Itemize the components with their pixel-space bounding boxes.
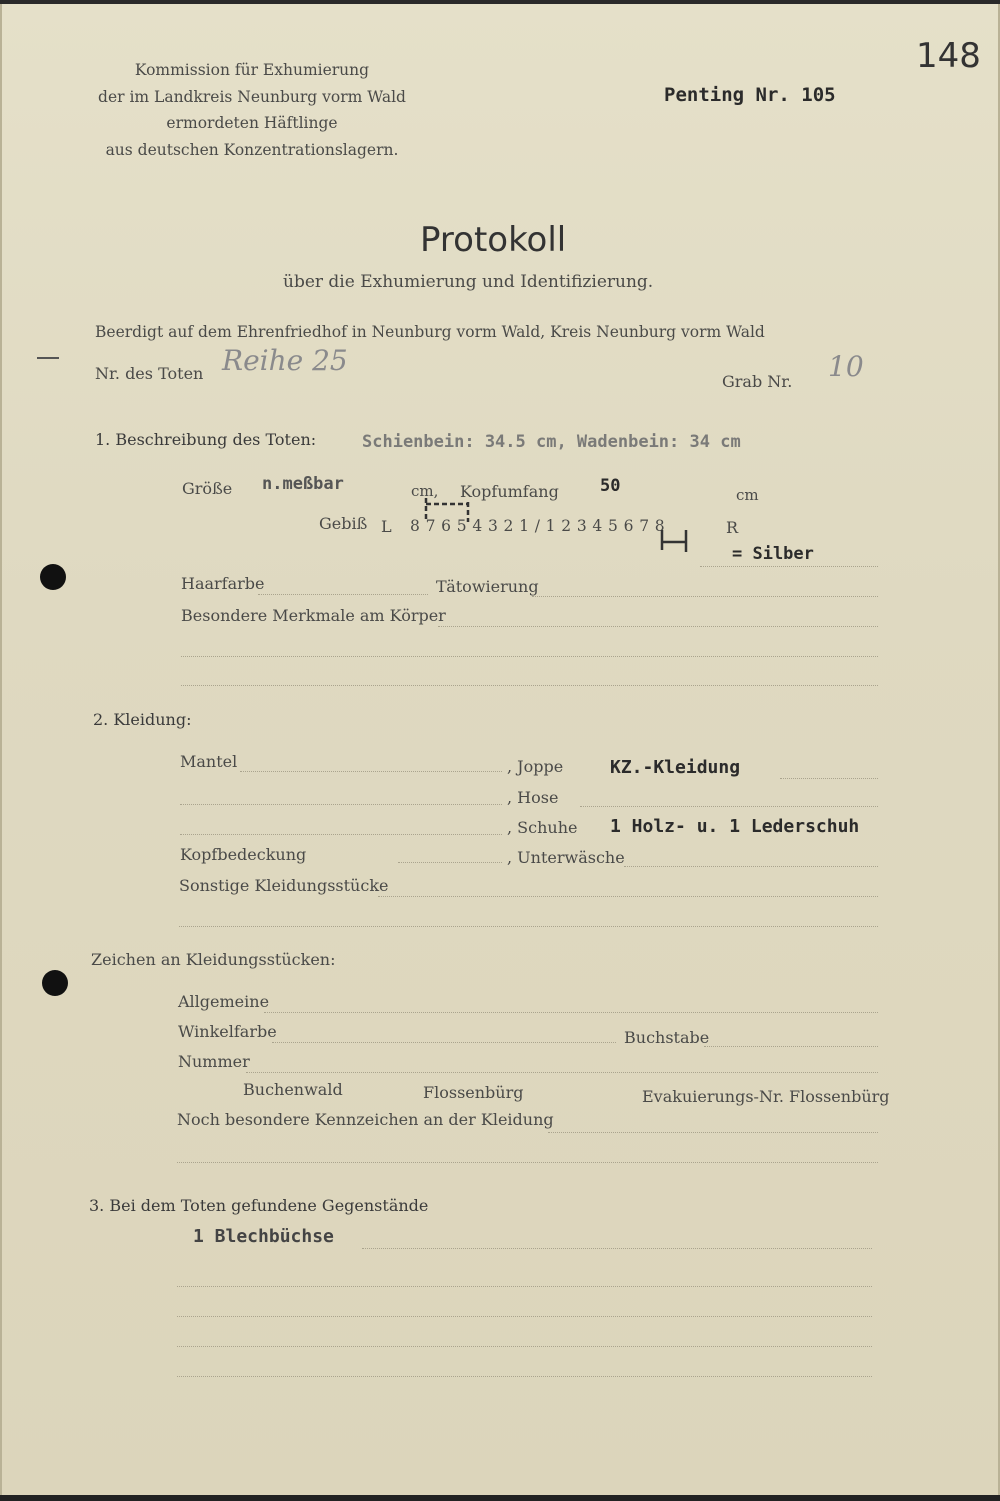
dotted-line <box>181 656 878 657</box>
buchenwald-label: Buchenwald <box>243 1080 343 1099</box>
section2-heading: 2. Kleidung: <box>93 710 192 729</box>
margin-mark <box>37 357 59 359</box>
dotted-line <box>177 1286 872 1287</box>
dead-number-label: Nr. des Toten <box>95 364 204 383</box>
clothing-marks-heading: Zeichen an Kleidungsstücken: <box>91 950 336 969</box>
dotted-line <box>258 594 428 595</box>
dotted-line <box>780 778 878 779</box>
underwear-label: , Unterwäsche <box>507 848 625 867</box>
dotted-line <box>532 596 878 597</box>
bone-measurements: Schienbein: 34.5 cm, Wadenbein: 34 cm <box>362 432 741 452</box>
commission-line-2: der im Landkreis Neunburg vorm Wald <box>98 88 406 106</box>
dotted-line <box>704 1046 878 1047</box>
teeth-mark-lower <box>656 528 692 556</box>
teeth-mark-upper <box>418 494 478 524</box>
silver-note: = Silber <box>732 544 814 564</box>
dotted-line <box>580 806 878 807</box>
evacuation-number-label: Evakuierungs-Nr. Flossenbürg <box>642 1087 890 1106</box>
dotted-line <box>177 1376 872 1377</box>
reference-number: Penting Nr. 105 <box>664 84 836 106</box>
found-item: 1 Blechbüchse <box>193 1226 334 1247</box>
flossenburg-label: Flossenbürg <box>423 1083 524 1102</box>
letter-label: Buchstabe <box>624 1028 710 1047</box>
number-label: Nummer <box>178 1052 250 1071</box>
head-circumference-value: 50 <box>600 476 621 496</box>
punch-hole <box>40 564 66 590</box>
section3-heading: 3. Bei dem Toten gefundene Gegenstände <box>89 1196 429 1215</box>
punch-hole <box>42 970 68 996</box>
commission-line-1: Kommission für Exhumierung <box>134 61 370 79</box>
document-title: Protokoll <box>420 220 567 260</box>
shoes-label: , Schuhe <box>507 818 578 837</box>
other-marks-label: Noch besondere Kennzeichen an der Kleidung <box>177 1110 554 1129</box>
teeth-label: Gebiß <box>319 514 368 533</box>
dotted-line <box>177 1316 872 1317</box>
jacket-label: , Joppe <box>507 757 564 776</box>
teeth-left-marker: L <box>381 517 392 536</box>
other-clothing-label: Sonstige Kleidungsstücke <box>179 876 389 895</box>
scan-edge-top <box>0 0 1000 4</box>
teeth-chart: 8 7 6 5 4 3 2 1 / 1 2 3 4 5 6 7 8 <box>410 517 666 535</box>
height-label: Größe <box>182 479 233 498</box>
grave-number-label: Grab Nr. <box>722 372 793 391</box>
height-value: n.meßbar <box>262 474 344 494</box>
burial-line: Beerdigt auf dem Ehrenfriedhof in Neunburg vorm Wald, Kreis Neunburg vorm Wald <box>95 323 765 341</box>
dotted-line <box>548 1132 878 1133</box>
head-circumference-label: Kopfumfang <box>460 482 559 501</box>
coat-label: Mantel <box>180 752 238 771</box>
section1-heading: 1. Beschreibung des Toten: <box>95 430 317 449</box>
page-number: 148 <box>916 36 981 76</box>
dotted-line <box>177 1162 878 1163</box>
triangle-color-label: Winkelfarbe <box>178 1022 277 1041</box>
dotted-line <box>398 862 502 863</box>
dotted-line <box>624 866 878 867</box>
dotted-line <box>362 1248 872 1249</box>
headwear-label: Kopfbedeckung <box>180 845 307 864</box>
scan-edge-bottom <box>0 1495 1000 1501</box>
dotted-line <box>272 1042 616 1043</box>
grave-number-handwritten: 10 <box>828 350 864 383</box>
dotted-line <box>240 771 502 772</box>
hair-color-label: Haarfarbe <box>181 574 265 593</box>
dotted-line <box>264 1012 878 1013</box>
shoes-value: 1 Holz- u. 1 Lederschuh <box>610 816 860 837</box>
head-circumference-unit: cm <box>736 486 759 504</box>
dead-number-handwritten: Reihe 25 <box>222 344 348 377</box>
teeth-right-marker: R <box>726 518 739 537</box>
jacket-value: KZ.-Kleidung <box>610 757 741 778</box>
tattoo-label: Tätowierung <box>436 577 539 596</box>
trousers-label: , Hose <box>507 788 559 807</box>
dotted-line <box>179 926 878 927</box>
dotted-line <box>246 1072 878 1073</box>
commission-line-3: ermordeten Häftlinge <box>166 114 338 132</box>
height-unit: cm, <box>411 482 439 500</box>
dotted-line <box>177 1346 872 1347</box>
dotted-line <box>378 896 878 897</box>
dotted-line <box>700 566 878 567</box>
document-subtitle: über die Exhumierung und Identifizierung. <box>283 272 654 292</box>
general-label: Allgemeine <box>178 992 270 1011</box>
dotted-line <box>438 626 878 627</box>
dotted-line <box>181 685 878 686</box>
dotted-line <box>180 804 502 805</box>
commission-line-4: aus deutschen Konzentrationslagern. <box>105 141 399 159</box>
body-marks-label: Besondere Merkmale am Körper <box>181 606 446 625</box>
dotted-line <box>180 834 502 835</box>
